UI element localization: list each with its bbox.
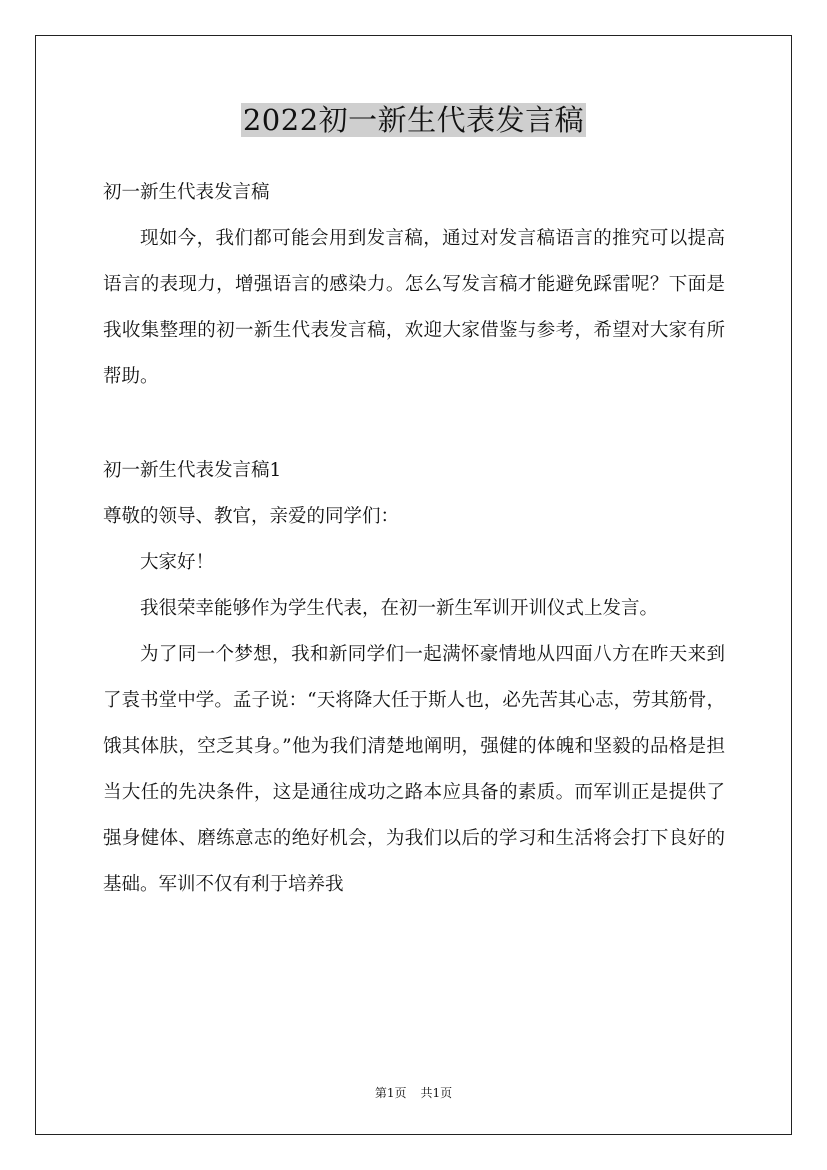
document-body <box>103 170 725 908</box>
body-paragraph: 为了同一个梦想，我和新同学们一起满怀豪情地从四面八方在昨天来到了袁书堂中学。孟子说：“天将降大任于斯人也，必先苦其心志，劳其筋骨，饿其体肤，空乏其身。”他为我们清楚地阐明，强健的体魄和坚毅的品格是担当大任的先决条件，这是通往成功之路本应具备的素质。而军训正是提供了强身健体、磨练意志的绝好机会，为我们以后的学习和生活将会打下良好的基础。军训不仅有利于培养我 <box>103 644 725 895</box>
speech-heading: 初一新生代表发言稿1 <box>103 460 282 481</box>
page-footer <box>0 1085 827 1101</box>
salutation: 尊敬的领导、教官，亲爱的同学们： <box>103 506 400 527</box>
page-number-current: 第1页 <box>374 1086 407 1100</box>
intro-paragraph: 现如今，我们都可能会用到发言稿，通过对发言稿语言的推究可以提高语言的表现力，增强语言的感染力。怎么写发言稿才能避免踩雷呢？下面是我收集整理的初一新生代表发言稿，欢迎大家借鉴与参考，希望对大家有所帮助。 <box>103 228 725 387</box>
document-title-text: 2022初一新生代表发言稿 <box>242 103 585 137</box>
greeting: 大家好！ <box>140 552 215 573</box>
document-title <box>0 100 827 140</box>
page-number-total: 共1页 <box>420 1086 453 1100</box>
body-paragraph: 我很荣幸能够作为学生代表，在初一新生军训开训仪式上发言。 <box>140 598 659 619</box>
section-heading: 初一新生代表发言稿 <box>103 182 270 203</box>
paragraph-gap <box>103 400 725 448</box>
